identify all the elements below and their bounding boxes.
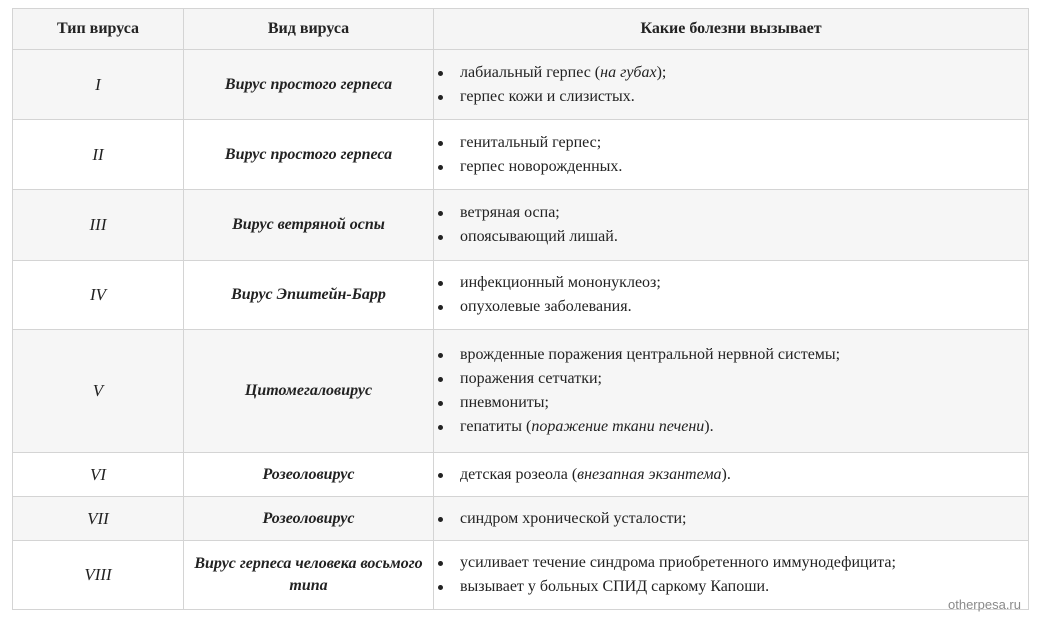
header-row [13,9,1029,50]
disease-item: ветряная оспа; [434,201,1028,225]
disease-item: детская розеола (внезапная экзантема). [434,463,1028,487]
diseases-cell [434,261,1029,330]
virus-name-cell: Вирус простого герпеса [184,120,434,190]
disease-list [434,551,1028,599]
table-row [13,120,1029,190]
virus-type-cell: II [13,120,184,190]
table-row [13,330,1029,453]
disease-item: врожденные поражения центральной нервной системы; [434,343,1028,367]
disease-list [434,61,1028,109]
disease-item: синдром хронической усталости; [434,507,1028,531]
virus-type-cell: VII [13,497,184,541]
diseases-cell [434,541,1029,610]
virus-name-cell: Вирус Эпштейн-Барр [184,261,434,330]
table-row [13,261,1029,330]
disease-list [434,131,1028,179]
diseases-cell [434,50,1029,120]
table-row [13,541,1029,610]
disease-item: гепатиты (поражение ткани печени). [434,415,1028,439]
virus-name-cell: Цитомегаловирус [184,330,434,453]
diseases-cell [434,190,1029,261]
virus-type-cell: VI [13,453,184,497]
virus-type-cell: VIII [13,541,184,610]
disease-item: герпес кожи и слизистых. [434,85,1028,109]
disease-list [434,201,1028,249]
disease-item: лабиальный герпес (на губах); [434,61,1028,85]
disease-list [434,463,1028,487]
virus-name-cell: Вирус простого герпеса [184,50,434,120]
disease-item: поражения сетчатки; [434,367,1028,391]
header-diseases: Какие болезни вызывает [434,9,1029,50]
header-virus-kind: Вид вируса [184,9,434,50]
disease-item: генитальный герпес; [434,131,1028,155]
disease-item: опухолевые заболевания. [434,295,1028,319]
herpes-virus-table [12,8,1029,610]
virus-name-cell: Вирус ветряной оспы [184,190,434,261]
diseases-cell [434,497,1029,541]
table-row [13,50,1029,120]
virus-type-cell: III [13,190,184,261]
disease-item: пневмониты; [434,391,1028,415]
disease-item: опоясывающий лишай. [434,225,1028,249]
disease-item: усиливает течение синдрома приобретенного иммунодефицита; [434,551,1028,575]
disease-list [434,343,1028,439]
disease-item: герпес новорожденных. [434,155,1028,179]
watermark: otherpesa.ru [948,597,1021,612]
table-row [13,453,1029,497]
header-virus-type: Тип вируса [13,9,184,50]
virus-name-cell: Вирус герпеса человека восьмого типа [184,541,434,610]
virus-type-cell: I [13,50,184,120]
virus-type-cell: V [13,330,184,453]
diseases-cell [434,330,1029,453]
diseases-cell [434,120,1029,190]
disease-list [434,271,1028,319]
table-row [13,190,1029,261]
disease-item: инфекционный мононуклеоз; [434,271,1028,295]
diseases-cell [434,453,1029,497]
disease-list [434,507,1028,531]
virus-name-cell: Розеоловирус [184,453,434,497]
virus-name-cell: Розеоловирус [184,497,434,541]
disease-item: вызывает у больных СПИД саркому Капоши. [434,575,1028,599]
table-row [13,497,1029,541]
virus-type-cell: IV [13,261,184,330]
